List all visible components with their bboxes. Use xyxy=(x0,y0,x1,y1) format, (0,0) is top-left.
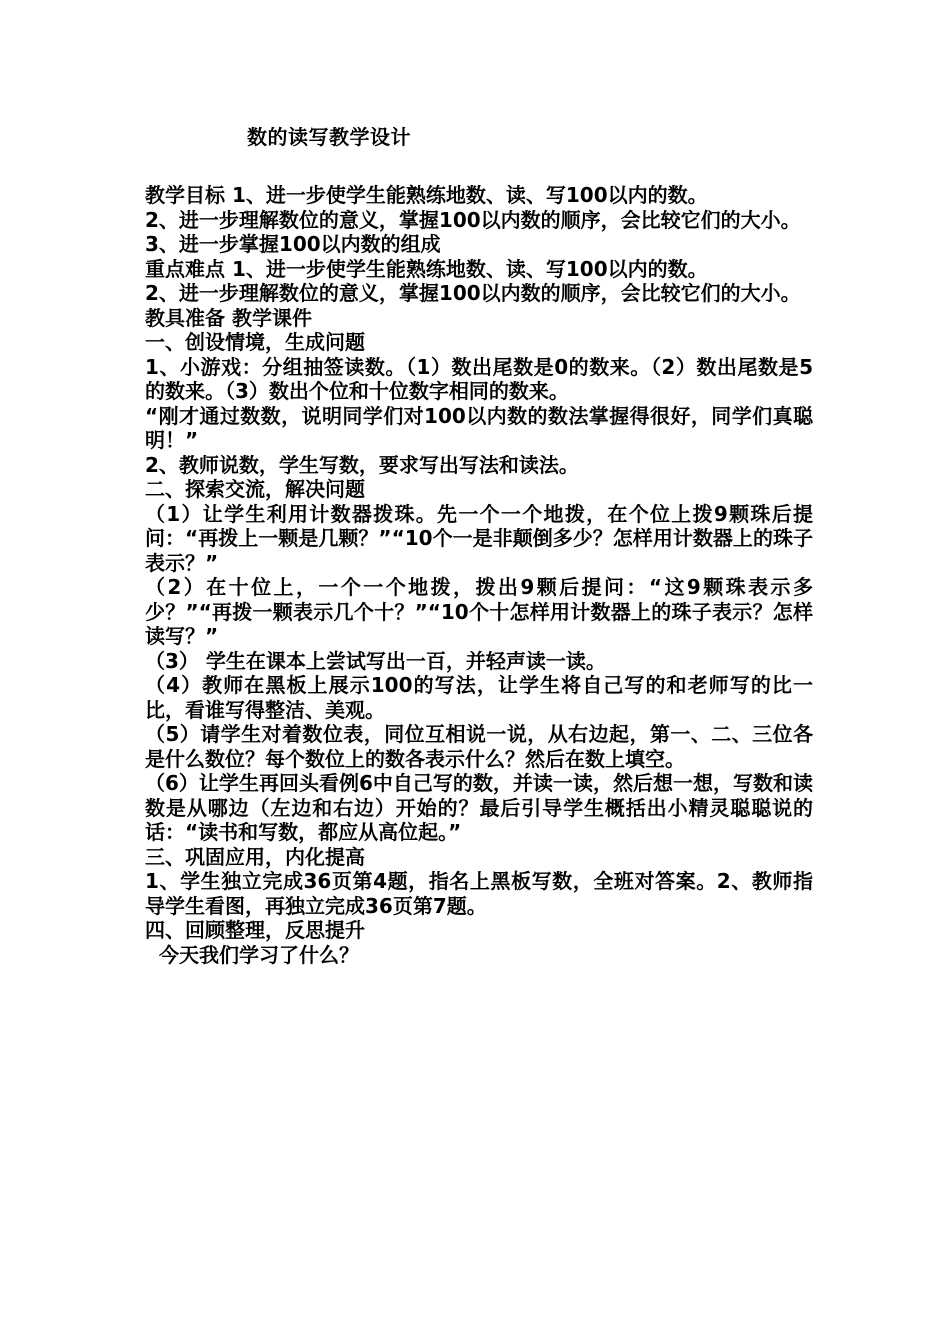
paragraph-praise-quote: “刚才通过数数，说明同学们对100以内数的数法掌握得很好，同学们真聪明！” xyxy=(145,403,813,452)
paragraph-teaching-goal-2: 2、进一步理解数位的意义，掌握100以内数的顺序，会比较它们的大小。 xyxy=(145,207,801,232)
paragraph-teaching-goal-3: 3、进一步掌握100以内数的组成 xyxy=(145,232,441,256)
paragraph-step-6: （6）让学生再回头看例6中自己写的数，并读一读，然后想一想，写数和读数是从哪边（左边和右边）开始的？最后引导学生概括出小精灵聪聪说的话：“读书和写数，都应从高位起。” xyxy=(145,771,813,844)
paragraph-materials: 教具准备 教学课件 xyxy=(145,305,312,330)
section-heading-3: 三、巩固应用，内化提高 xyxy=(145,844,365,869)
paragraph-key-points-1: 重点难点 1、进一步使学生能熟练地数、读、写100以内的数。 xyxy=(145,256,708,281)
paragraph-key-points-2: 2、进一步理解数位的意义，掌握100以内数的顺序，会比较它们的大小。 xyxy=(145,281,801,305)
paragraph-step-5: （5）请学生对着数位表，同位互相说一说，从右边起，第一、二、三位各是什么数位？每个数位上的数各表示什么？然后在数上填空。 xyxy=(145,722,813,771)
paragraph-practice: 1、学生独立完成36页第4题，指名上黑板写数，全班对答案。2、教师指导学生看图，再独立完成36页第7题。 xyxy=(145,869,813,918)
paragraph-step-1: （1）让学生利用计数器拨珠。先一个一个地拨，在个位上拨9颗珠后提问：“再拨上一颗是几颗？”“10个一是非颠倒多少？怎样用计数器上的珠子表示？” xyxy=(145,501,813,575)
section-heading-2: 二、探索交流，解决问题 xyxy=(145,477,365,501)
paragraph-step-3: （3） 学生在课本上尝试写出一百，并轻声读一读。 xyxy=(145,648,606,673)
paragraph-step-4: （4）教师在黑板上展示100的写法，让学生将自己写的和老师写的比一比，看谁写得整洁、美观。 xyxy=(145,673,813,722)
section-heading-1: 一、创设情境，生成问题 xyxy=(145,330,365,354)
document-title: 数的读写教学设计 xyxy=(247,125,411,149)
paragraph-review-question: 今天我们学习了什么？ xyxy=(159,942,359,967)
paragraph-game: 1、小游戏：分组抽签读数。（1）数出尾数是0的数来。（2）数出尾数是5的数来。（3）数出个位和十位数字相同的数来。 xyxy=(145,354,813,403)
paragraph-teaching-goal-1: 教学目标 1、进一步使学生能熟练地数、读、写100以内的数。 xyxy=(145,183,708,207)
paragraph-step-2: （2）在十位上，一个一个地拨，拨出9颗后提问：“这9颗珠表示多少？”“再拨一颗表示几个十？”“10个十怎样用计数器上的珠子表示？怎样读写？” xyxy=(145,575,813,648)
document-page xyxy=(145,123,813,967)
section-heading-4: 四、回顾整理，反思提升 xyxy=(145,918,365,942)
paragraph-teacher-says: 2、教师说数，学生写数，要求写出写法和读法。 xyxy=(145,452,579,477)
